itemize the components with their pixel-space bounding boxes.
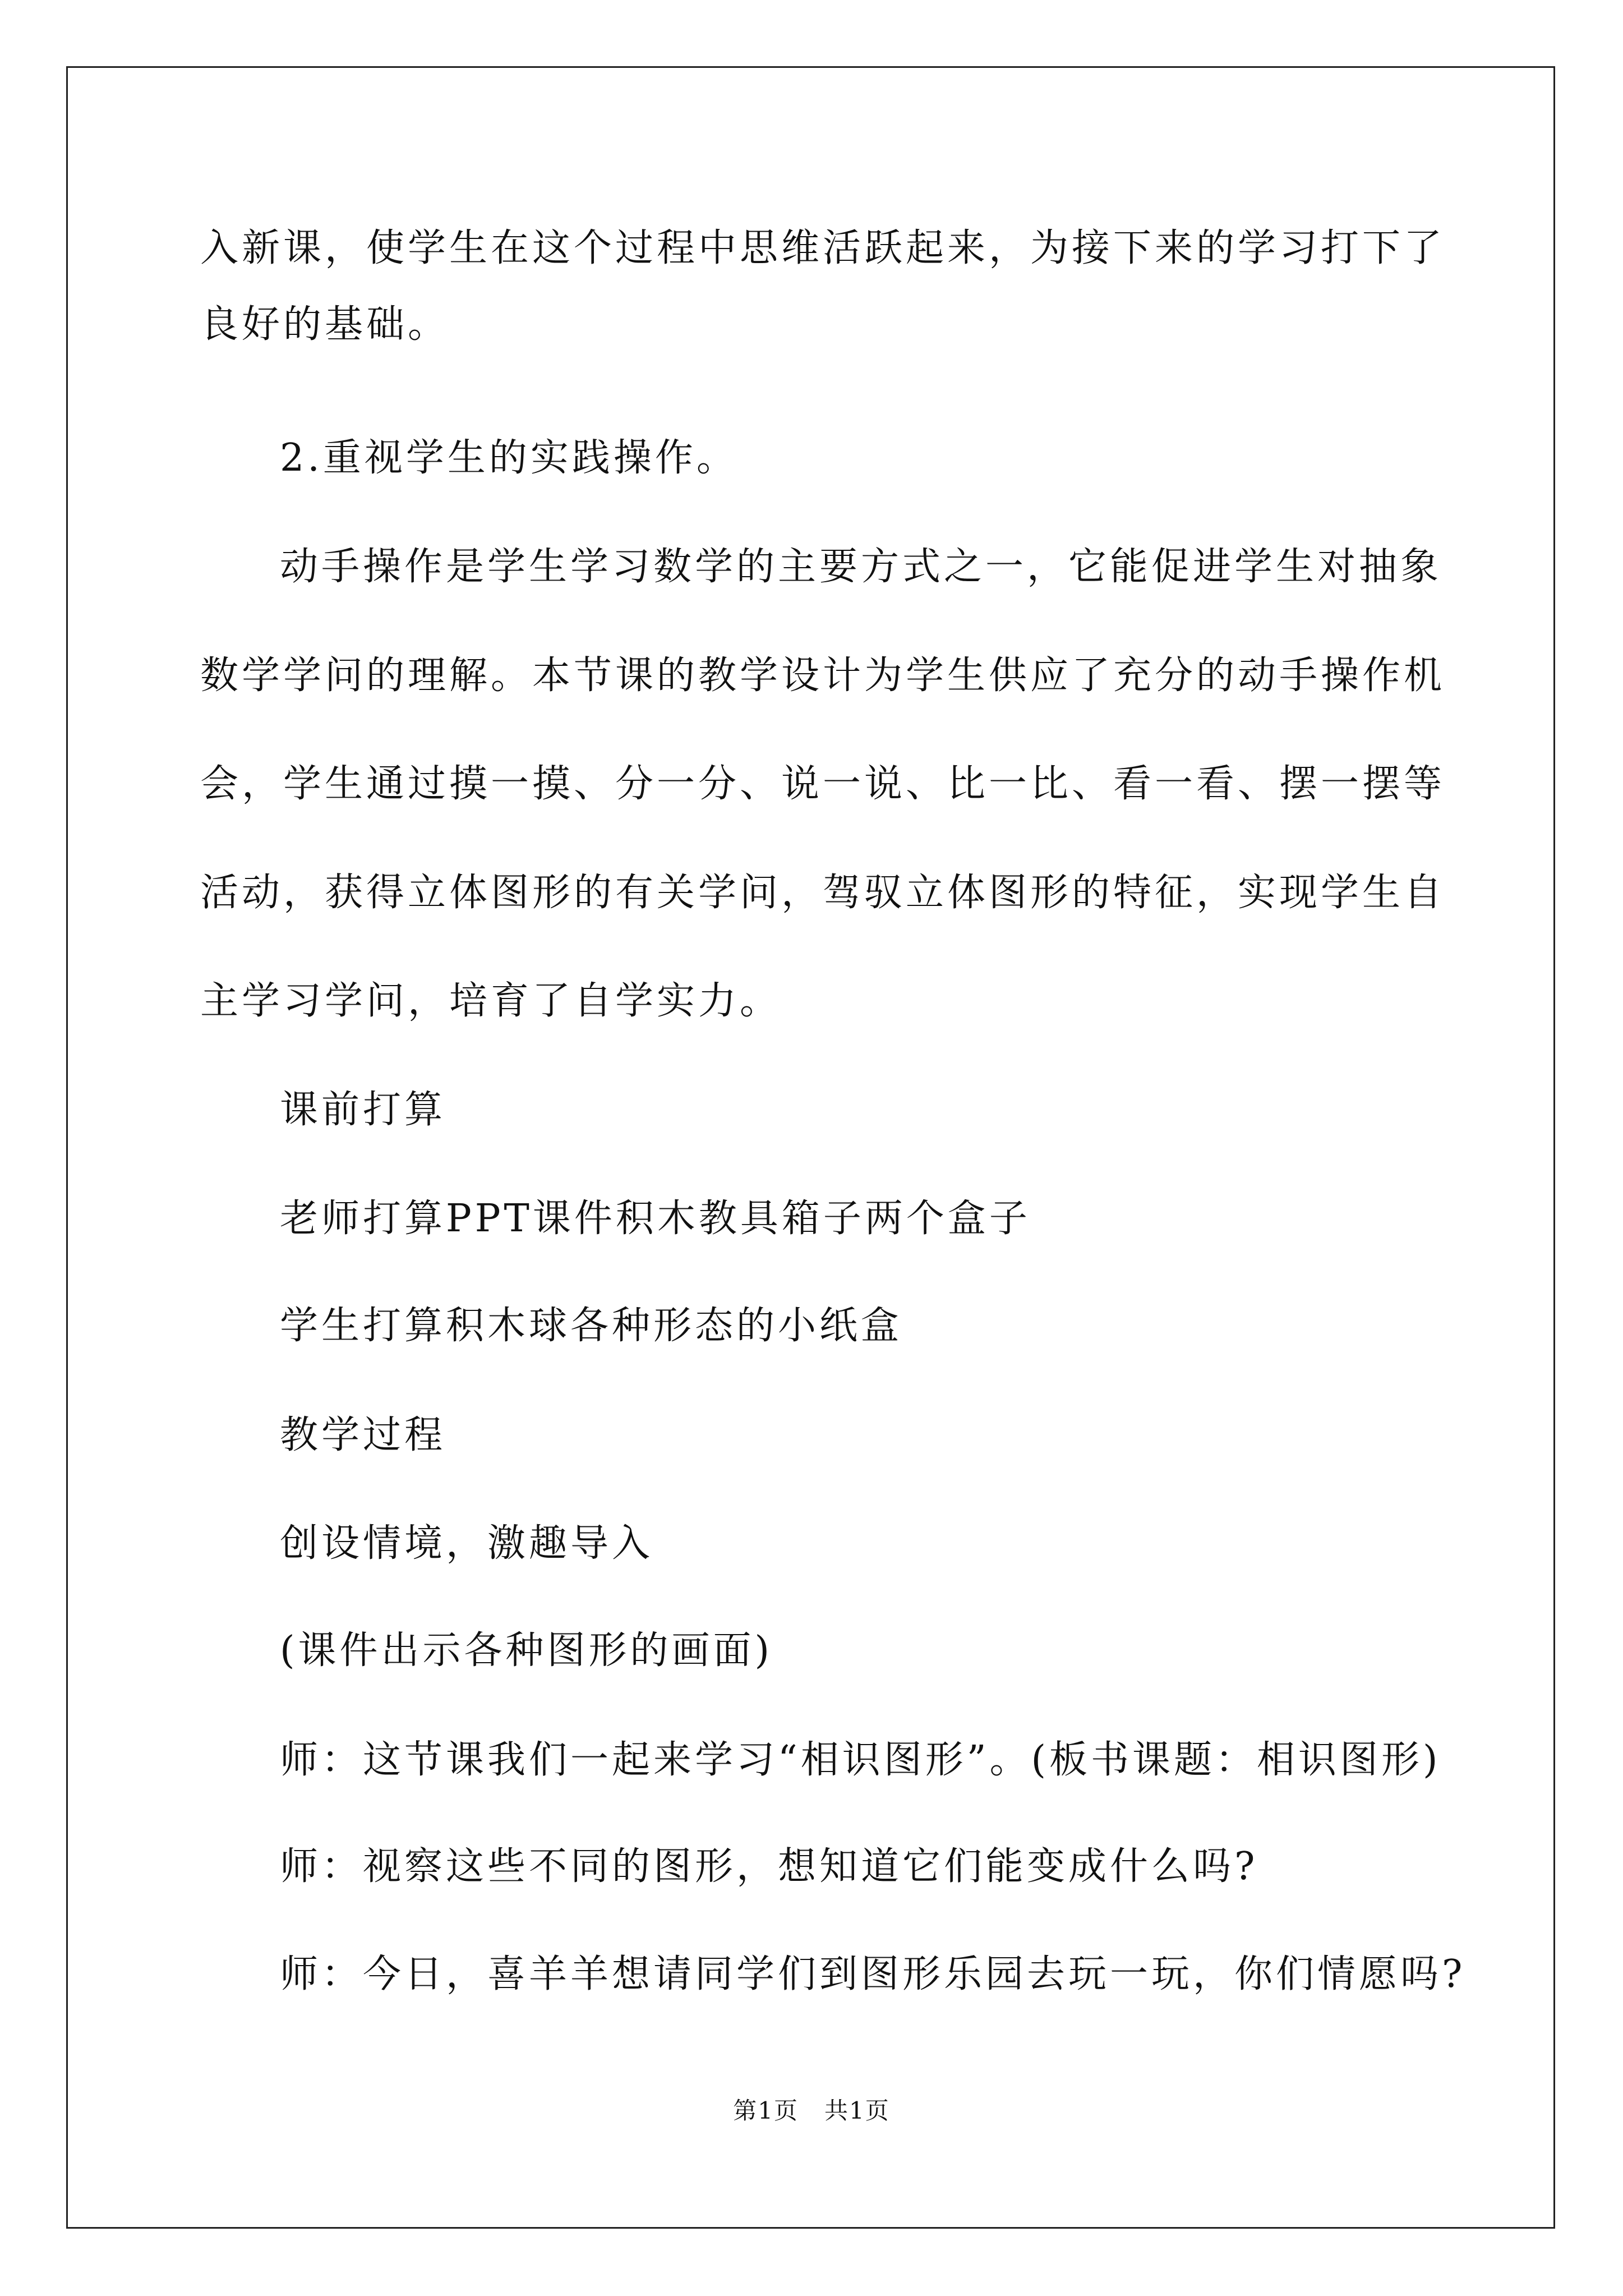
paragraph-line: 主学习学问，培育了自学实力。	[200, 979, 782, 1023]
paragraph-line: (课件出示各种图形的画面)	[280, 1628, 773, 1673]
paragraph-line: 会，学生通过摸一摸、分一分、说一说、比一比、看一看、摆一摆等	[200, 762, 1446, 806]
paragraph-line: 活动，获得立体图形的有关学问，驾驭立体图形的特征，实现学生自	[200, 871, 1446, 915]
page-border	[66, 66, 1555, 2229]
page-footer: 第1页 共1页	[733, 2097, 890, 2124]
paragraph-line: 创设情境，激趣导入	[280, 1521, 654, 1566]
paragraph-line: 师：今日，喜羊羊想请同学们到图形乐园去玩一玩，你们情愿吗?	[280, 1952, 1466, 1996]
paragraph-line: 动手操作是学生学习数学的主要方式之一，它能促进学生对抽象	[280, 545, 1442, 589]
paragraph-line: 师：视察这些不同的图形，想知道它们能变成什么吗?	[280, 1844, 1258, 1889]
section-heading: 课前打算	[280, 1088, 446, 1132]
paragraph-line: 入新课，使学生在这个过程中思维活跃起来，为接下来的学习打下了	[200, 226, 1446, 270]
section-heading: 2.重视学生的实践操作。	[280, 436, 738, 480]
paragraph-line: 老师打算PPT课件积木教具箱子两个盒子	[280, 1197, 1031, 1241]
paragraph-line: 良好的基础。	[200, 302, 450, 347]
paragraph-line: 师：这节课我们一起来学习“相识图形”。(板书课题：相识图形)	[280, 1738, 1441, 1782]
paragraph-line: 学生打算积木球各种形态的小纸盒	[280, 1304, 903, 1348]
paragraph-line: 数学学问的理解。本节课的教学设计为学生供应了充分的动手操作机	[200, 654, 1446, 698]
section-heading: 教学过程	[280, 1413, 446, 1457]
